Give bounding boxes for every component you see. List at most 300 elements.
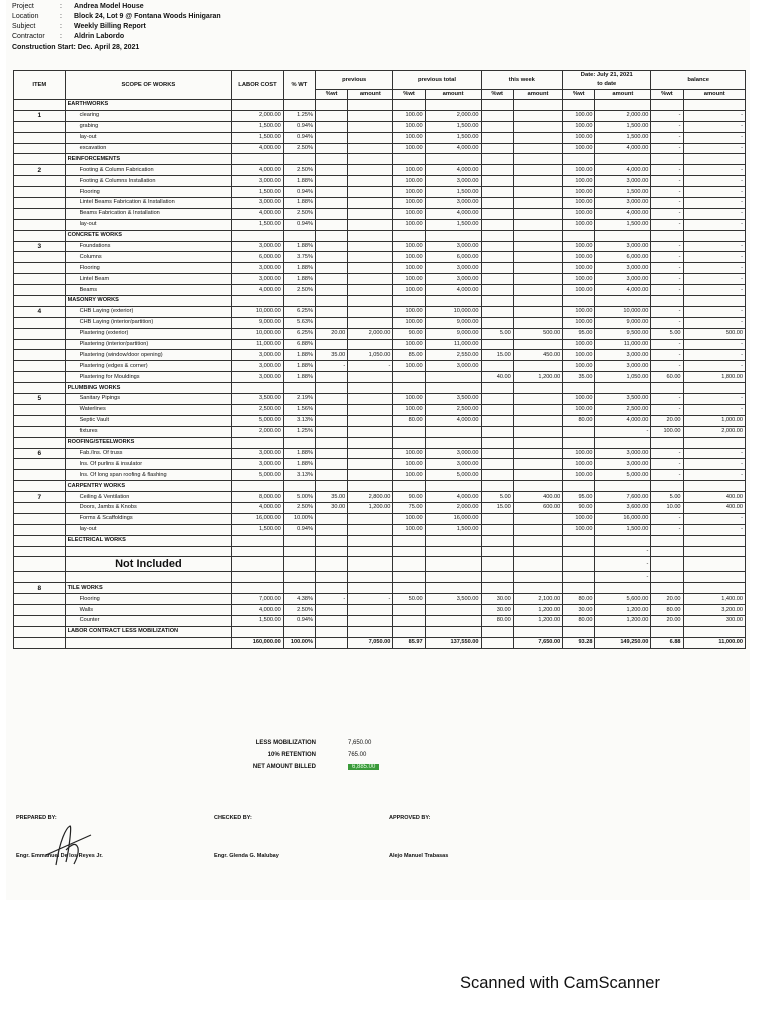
- labor-cost-cell: 4,000.00: [232, 143, 284, 154]
- weight-cell: 0.94%: [283, 219, 315, 230]
- scope-cell: EARTHWORKS: [65, 100, 232, 111]
- scope-cell: Counter: [65, 615, 232, 626]
- to-date-pwt-cell: 100.00: [563, 263, 595, 274]
- this-week-pwt-cell: [481, 481, 513, 492]
- weight-cell: 3.75%: [283, 252, 315, 263]
- this-week-pwt-cell: [481, 394, 513, 405]
- scope-cell: Flooring: [65, 187, 232, 198]
- to-date-amount-cell: 11,000.00: [595, 339, 651, 350]
- prev-total-amount-cell: 1,500.00: [425, 524, 481, 535]
- previous-pwt-cell: -: [315, 594, 347, 605]
- date-label: Date:: [580, 72, 596, 78]
- prev-total-amount-cell: 4,000.00: [425, 415, 481, 426]
- labor-cost-cell: 3,000.00: [232, 176, 284, 187]
- to-date-amount-cell: 2,000.00: [595, 110, 651, 121]
- prev-total-amount-cell: 3,000.00: [425, 176, 481, 187]
- prev-total-amount-cell: 1,500.00: [425, 132, 481, 143]
- this-week-amount-cell: 1,200.00: [513, 372, 562, 383]
- to-date-amount-cell: 1,050.00: [595, 372, 651, 383]
- balance-pwt-cell: [651, 557, 683, 572]
- scope-cell: Plastering for Mouldings: [65, 372, 232, 383]
- item-number: [14, 557, 66, 572]
- prev-total-amount-cell: [425, 583, 481, 594]
- prev-total-amount-cell: [425, 426, 481, 437]
- balance-amount-cell: [683, 572, 745, 583]
- to-date-pwt-cell: 100.00: [563, 470, 595, 481]
- previous-pwt-cell: [315, 524, 347, 535]
- item-number: [14, 121, 66, 132]
- table-row: [14, 219, 746, 230]
- this-week-amount-cell: [513, 241, 562, 252]
- prev-total-pwt-cell: 100.00: [393, 252, 425, 263]
- weight-cell: 1.88%: [283, 372, 315, 383]
- item-number: [14, 208, 66, 219]
- previous-amount-cell: [348, 296, 393, 307]
- this-week-amount-cell: [513, 317, 562, 328]
- to-date-pwt-cell: 100.00: [563, 524, 595, 535]
- weight-cell: [283, 557, 315, 572]
- item-number: 3: [14, 241, 66, 252]
- prev-total-amount-cell: 4,000.00: [425, 208, 481, 219]
- prev-total-pwt-cell: 100.00: [393, 143, 425, 154]
- previous-amount-cell: [348, 165, 393, 176]
- item-number: [14, 459, 66, 470]
- previous-amount-cell: [348, 208, 393, 219]
- to-date-pwt-cell: 95.00: [563, 328, 595, 339]
- previous-amount-cell: [348, 394, 393, 405]
- category-row: [14, 535, 746, 546]
- this-week-amount-cell: [513, 252, 562, 263]
- balance-amount-cell: [683, 481, 745, 492]
- this-week-amount-cell: [513, 306, 562, 317]
- to-date-amount-cell: 3,000.00: [595, 241, 651, 252]
- this-week-amount-cell: [513, 557, 562, 572]
- labor-cost-cell: 3,000.00: [232, 459, 284, 470]
- item-number: [14, 415, 66, 426]
- retention-value: 765.00: [348, 752, 367, 758]
- balance-pwt-cell: [651, 481, 683, 492]
- to-date-amount-cell: 16,000.00: [595, 513, 651, 524]
- prev-total-pwt-cell: 100.00: [393, 524, 425, 535]
- group-previous-total: previous total: [393, 71, 481, 90]
- balance-pwt-cell: 20.00: [651, 415, 683, 426]
- labor-cost-cell: 2,500.00: [232, 404, 284, 415]
- previous-pwt-cell: [315, 219, 347, 230]
- to-date-pwt-cell: 100.00: [563, 361, 595, 372]
- previous-amount-cell: [348, 615, 393, 626]
- weight-cell: 2.50%: [283, 165, 315, 176]
- balance-pwt-cell: -: [651, 165, 683, 176]
- to-date-pwt-cell: [563, 481, 595, 492]
- prev-total-amount-cell: [425, 372, 481, 383]
- labor-cost-cell: 4,000.00: [232, 605, 284, 616]
- to-date-amount-cell: 3,000.00: [595, 448, 651, 459]
- weight-cell: 6.88%: [283, 339, 315, 350]
- previous-amount-cell: [348, 535, 393, 546]
- labor-cost-cell: 1,500.00: [232, 187, 284, 198]
- balance-pwt-cell: [651, 154, 683, 165]
- previous-pwt-cell: -: [315, 361, 347, 372]
- this-week-amount-cell: [513, 110, 562, 121]
- net-amount-row: [226, 764, 393, 776]
- balance-amount-cell: [683, 230, 745, 241]
- net-amount-label: NET AMOUNT BILLED: [252, 764, 316, 770]
- table-row: [14, 546, 746, 557]
- to-date-pwt-cell: 100.00: [563, 513, 595, 524]
- item-number: 1: [14, 110, 66, 121]
- item-number: [14, 502, 66, 513]
- to-date-pwt-cell: 100.00: [563, 208, 595, 219]
- balance-amount-cell: -: [683, 252, 745, 263]
- scope-cell: Forms & Scaffoldings: [65, 513, 232, 524]
- prev-total-pwt-cell: [393, 535, 425, 546]
- to-date-pwt-cell: 100.00: [563, 143, 595, 154]
- prev-total-pwt-cell: [393, 426, 425, 437]
- item-number: [14, 187, 66, 198]
- this-week-amount-cell: [513, 154, 562, 165]
- previous-pwt-cell: [315, 481, 347, 492]
- item-number: [14, 524, 66, 535]
- to-date-pwt-cell: 100.00: [563, 404, 595, 415]
- checked-by-label: CHECKED BY:: [214, 815, 252, 821]
- this-week-pwt-cell: 5.00: [481, 492, 513, 503]
- previous-amount-cell: [348, 481, 393, 492]
- col-wt: % WT: [283, 71, 315, 100]
- table-row: [14, 404, 746, 415]
- this-week-amount-cell: [513, 513, 562, 524]
- this-week-amount-cell: [513, 296, 562, 307]
- this-week-pwt-cell: [481, 404, 513, 415]
- scope-cell: Beams Fabrication & Installation: [65, 208, 232, 219]
- table-row: [14, 492, 746, 503]
- item-number: 8: [14, 583, 66, 594]
- to-date-pwt-cell: [563, 296, 595, 307]
- to-date-amount-cell: -: [595, 426, 651, 437]
- prev-total-amount-cell: 137,550.00: [425, 637, 481, 648]
- weight-cell: 6.25%: [283, 328, 315, 339]
- this-week-pwt-cell: [481, 165, 513, 176]
- to-date-amount-cell: 3,500.00: [595, 394, 651, 405]
- balance-pwt-cell: -: [651, 121, 683, 132]
- to-date-pwt-cell: [563, 426, 595, 437]
- scope-cell: Columns: [65, 252, 232, 263]
- to-date-pwt-cell: 100.00: [563, 394, 595, 405]
- this-week-amount-cell: [513, 481, 562, 492]
- item-number: [14, 605, 66, 616]
- previous-pwt-cell: [315, 132, 347, 143]
- this-week-amount-cell: [513, 263, 562, 274]
- this-week-pwt-cell: [481, 535, 513, 546]
- to-date-pwt-cell: [563, 583, 595, 594]
- weight-cell: 0.94%: [283, 132, 315, 143]
- balance-pwt-cell: [651, 100, 683, 111]
- to-date-pwt-cell: 100.00: [563, 241, 595, 252]
- labor-cost-cell: 2,000.00: [232, 426, 284, 437]
- labor-cost-cell: [232, 572, 284, 583]
- balance-pwt-cell: 60.00: [651, 372, 683, 383]
- previous-pwt-cell: [315, 143, 347, 154]
- prev-total-amount-cell: 2,000.00: [425, 502, 481, 513]
- to-date-pwt-cell: 100.00: [563, 339, 595, 350]
- table-row: [14, 372, 746, 383]
- to-date-amount-cell: [595, 535, 651, 546]
- previous-pwt-cell: [315, 110, 347, 121]
- to-date-pwt-cell: 95.00: [563, 492, 595, 503]
- weight-cell: 1.88%: [283, 263, 315, 274]
- item-number: [14, 361, 66, 372]
- balance-amount-cell: -: [683, 198, 745, 209]
- balance-amount-cell: [683, 437, 745, 448]
- this-week-pwt-cell: [481, 198, 513, 209]
- weight-cell: 2.50%: [283, 605, 315, 616]
- item-number: 7: [14, 492, 66, 503]
- balance-pwt-cell: -: [651, 241, 683, 252]
- sub-amount: amount: [513, 90, 562, 100]
- item-number: [14, 350, 66, 361]
- balance-amount-cell: -: [683, 263, 745, 274]
- col-scope: SCOPE OF WORKS: [65, 71, 232, 100]
- scope-cell: CHB Laying (exterior): [65, 306, 232, 317]
- prev-total-pwt-cell: 85.00: [393, 350, 425, 361]
- weight-cell: [283, 230, 315, 241]
- labor-cost-cell: 1,500.00: [232, 219, 284, 230]
- this-week-pwt-cell: [481, 274, 513, 285]
- previous-pwt-cell: [315, 339, 347, 350]
- to-date-amount-cell: 5,600.00: [595, 594, 651, 605]
- this-week-amount-cell: [513, 230, 562, 241]
- previous-amount-cell: [348, 132, 393, 143]
- item-number: [14, 626, 66, 637]
- labor-cost-cell: [232, 481, 284, 492]
- balance-pwt-cell: [651, 535, 683, 546]
- balance-pwt-cell: -: [651, 110, 683, 121]
- to-date-amount-cell: 3,000.00: [595, 459, 651, 470]
- labor-cost-cell: 1,500.00: [232, 132, 284, 143]
- this-week-amount-cell: [513, 404, 562, 415]
- prev-total-pwt-cell: [393, 383, 425, 394]
- previous-pwt-cell: [315, 230, 347, 241]
- prev-total-amount-cell: 11,000.00: [425, 339, 481, 350]
- labor-cost-cell: [232, 437, 284, 448]
- scope-cell: lay-out: [65, 524, 232, 535]
- balance-pwt-cell: -: [651, 132, 683, 143]
- scope-cell: LABOR CONTRACT LESS MOBILIZATION: [65, 626, 232, 637]
- scope-cell: Walls: [65, 605, 232, 616]
- table-row: [14, 252, 746, 263]
- this-week-pwt-cell: 40.00: [481, 372, 513, 383]
- weight-cell: 5.63%: [283, 317, 315, 328]
- prev-total-pwt-cell: 100.00: [393, 219, 425, 230]
- prev-total-amount-cell: 3,000.00: [425, 198, 481, 209]
- to-date-pwt-cell: 100.00: [563, 165, 595, 176]
- this-week-amount-cell: [513, 187, 562, 198]
- weight-cell: 1.56%: [283, 404, 315, 415]
- balance-pwt-cell: -: [651, 524, 683, 535]
- scope-cell: Ceiling & Ventilation: [65, 492, 232, 503]
- this-week-pwt-cell: [481, 132, 513, 143]
- to-date-amount-cell: 3,000.00: [595, 198, 651, 209]
- prev-total-amount-cell: 9,000.00: [425, 317, 481, 328]
- this-week-pwt-cell: [481, 426, 513, 437]
- item-number: [14, 481, 66, 492]
- to-date-pwt-cell: 100.00: [563, 187, 595, 198]
- previous-amount-cell: [348, 187, 393, 198]
- labor-cost-cell: 3,000.00: [232, 448, 284, 459]
- balance-amount-cell: [683, 296, 745, 307]
- labor-cost-cell: 1,500.00: [232, 121, 284, 132]
- weight-cell: 1.88%: [283, 176, 315, 187]
- weight-cell: [283, 100, 315, 111]
- prev-total-amount-cell: 4,000.00: [425, 165, 481, 176]
- to-date-pwt-cell: 100.00: [563, 219, 595, 230]
- table-row: [14, 426, 746, 437]
- this-week-pwt-cell: [481, 285, 513, 296]
- to-date-pwt-cell: 93.28: [563, 637, 595, 648]
- table-row: [14, 615, 746, 626]
- previous-amount-cell: [348, 404, 393, 415]
- previous-pwt-cell: [315, 372, 347, 383]
- balance-pwt-cell: -: [651, 448, 683, 459]
- balance-pwt-cell: [651, 626, 683, 637]
- this-week-amount-cell: [513, 143, 562, 154]
- weight-cell: 6.25%: [283, 306, 315, 317]
- table-row: [14, 361, 746, 372]
- prev-total-pwt-cell: 100.00: [393, 361, 425, 372]
- weight-cell: 0.94%: [283, 615, 315, 626]
- prev-total-amount-cell: [425, 154, 481, 165]
- balance-amount-cell: 1,800.00: [683, 372, 745, 383]
- prev-total-amount-cell: 9,000.00: [425, 328, 481, 339]
- balance-amount-cell: [683, 383, 745, 394]
- prev-total-pwt-cell: 100.00: [393, 470, 425, 481]
- this-week-amount-cell: [513, 274, 562, 285]
- weight-cell: [283, 583, 315, 594]
- table-row: [14, 132, 746, 143]
- to-date-pwt-cell: 90.00: [563, 502, 595, 513]
- to-date-pwt-cell: 100.00: [563, 121, 595, 132]
- previous-pwt-cell: [315, 459, 347, 470]
- this-week-amount-cell: [513, 198, 562, 209]
- balance-pwt-cell: -: [651, 252, 683, 263]
- to-date-amount-cell: 5,000.00: [595, 470, 651, 481]
- this-week-pwt-cell: [481, 637, 513, 648]
- balance-amount-cell: [683, 546, 745, 557]
- prev-total-pwt-cell: 100.00: [393, 317, 425, 328]
- previous-amount-cell: [348, 372, 393, 383]
- weight-cell: 5.00%: [283, 492, 315, 503]
- balance-pwt-cell: 5.00: [651, 492, 683, 503]
- billing-sheet: [6, 0, 750, 900]
- this-week-pwt-cell: [481, 524, 513, 535]
- prev-total-pwt-cell: [393, 481, 425, 492]
- to-date-pwt-cell: [563, 535, 595, 546]
- less-mobilization-value: 7,650.00: [348, 740, 372, 746]
- balance-amount-cell: -: [683, 306, 745, 317]
- balance-amount-cell: -: [683, 165, 745, 176]
- previous-pwt-cell: [315, 241, 347, 252]
- item-number: [14, 637, 66, 648]
- to-date-pwt-cell: 100.00: [563, 198, 595, 209]
- scope-cell: CHB Laying (interior/partition): [65, 317, 232, 328]
- to-date-pwt-cell: 100.00: [563, 459, 595, 470]
- previous-pwt-cell: [315, 437, 347, 448]
- item-number: [14, 132, 66, 143]
- balance-amount-cell: 400.00: [683, 492, 745, 503]
- this-week-pwt-cell: [481, 470, 513, 481]
- to-date-amount-cell: 4,000.00: [595, 165, 651, 176]
- prev-total-amount-cell: [425, 572, 481, 583]
- previous-amount-cell: [348, 121, 393, 132]
- item-number: 2: [14, 165, 66, 176]
- prev-total-amount-cell: 5,000.00: [425, 470, 481, 481]
- this-week-pwt-cell: [481, 176, 513, 187]
- balance-amount-cell: 1,000.00: [683, 415, 745, 426]
- location-line: Location : Block 24, Lot 9 @ Fontana Woods Hinigaran: [12, 13, 221, 20]
- scope-cell: Plastering (edges & corner): [65, 361, 232, 372]
- labor-cost-cell: 4,000.00: [232, 285, 284, 296]
- scope-cell: Footing & Columns Installation: [65, 176, 232, 187]
- weight-cell: [283, 437, 315, 448]
- prev-total-pwt-cell: 100.00: [393, 513, 425, 524]
- weight-cell: 2.50%: [283, 285, 315, 296]
- this-week-amount-cell: [513, 121, 562, 132]
- balance-amount-cell: -: [683, 121, 745, 132]
- to-date-pwt-cell: [563, 383, 595, 394]
- this-week-amount-cell: [513, 285, 562, 296]
- net-amount-value: 6,885.00: [348, 764, 379, 770]
- balance-pwt-cell: -: [651, 470, 683, 481]
- previous-amount-cell: 7,050.00: [348, 637, 393, 648]
- this-week-amount-cell: [513, 383, 562, 394]
- table-row: [14, 339, 746, 350]
- to-date-pwt-cell: [563, 572, 595, 583]
- balance-amount-cell: -: [683, 187, 745, 198]
- labor-cost-cell: [232, 230, 284, 241]
- item-number: 6: [14, 448, 66, 459]
- this-week-pwt-cell: [481, 339, 513, 350]
- category-row: [14, 230, 746, 241]
- table-row: [14, 524, 746, 535]
- balance-pwt-cell: -: [651, 459, 683, 470]
- prev-total-pwt-cell: 100.00: [393, 404, 425, 415]
- this-week-pwt-cell: [481, 296, 513, 307]
- previous-pwt-cell: [315, 252, 347, 263]
- balance-pwt-cell: 20.00: [651, 594, 683, 605]
- balance-pwt-cell: -: [651, 350, 683, 361]
- weight-cell: 1.88%: [283, 274, 315, 285]
- prev-total-pwt-cell: [393, 437, 425, 448]
- to-date-amount-cell: [595, 383, 651, 394]
- prev-total-amount-cell: 4,000.00: [425, 285, 481, 296]
- to-date-pwt-cell: [563, 230, 595, 241]
- prev-total-pwt-cell: [393, 296, 425, 307]
- labor-cost-cell: [232, 583, 284, 594]
- labor-cost-cell: 1,500.00: [232, 615, 284, 626]
- prev-total-pwt-cell: 100.00: [393, 285, 425, 296]
- weight-cell: [283, 535, 315, 546]
- prev-total-amount-cell: [425, 100, 481, 111]
- scope-cell: Ins. Of long span roofing & flashing: [65, 470, 232, 481]
- prev-total-amount-cell: 1,500.00: [425, 121, 481, 132]
- sub-pwt: %wt: [315, 90, 347, 100]
- weight-cell: 1.25%: [283, 110, 315, 121]
- table-row: [14, 110, 746, 121]
- this-week-pwt-cell: [481, 230, 513, 241]
- sub-pwt: %wt: [563, 90, 595, 100]
- this-week-amount-cell: [513, 448, 562, 459]
- item-number: [14, 426, 66, 437]
- balance-amount-cell: -: [683, 470, 745, 481]
